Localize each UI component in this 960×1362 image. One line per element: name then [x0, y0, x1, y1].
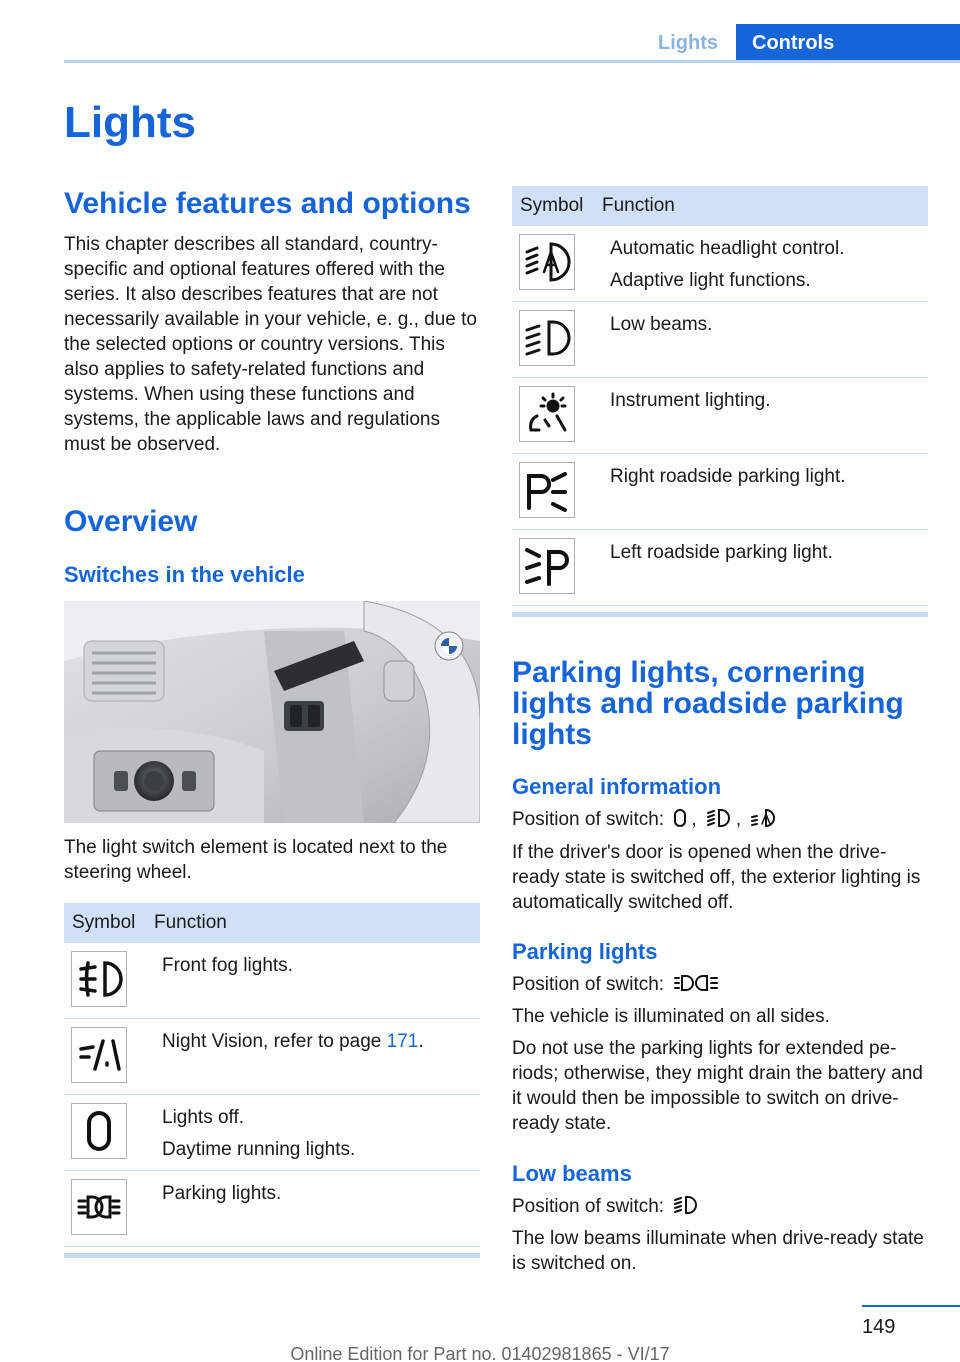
right-roadside-parking-icon [519, 462, 575, 518]
parking-lights-icon [71, 1179, 127, 1235]
table-row [64, 943, 480, 1019]
instrument-lighting-icon [519, 386, 575, 442]
page-number: 149 [862, 1316, 896, 1338]
row-function-text: Lights off. [162, 1107, 245, 1128]
vehicle-features-heading: Vehicle features and options [64, 187, 471, 220]
left-symbol-table [64, 903, 480, 1258]
table-header [512, 186, 928, 226]
general-information-text: If the driver's door is opened when the drive-ready state is switched off, the exterior lighting is automatically switched off. [512, 842, 921, 913]
header-tab-lights[interactable]: Lights [658, 31, 718, 54]
row-function-text: Daytime running lights. [162, 1139, 356, 1160]
parking-lights-text-1: The vehicle is illuminated on all sides. [512, 1006, 830, 1027]
parking-lights-heading: Parking lights [512, 939, 658, 964]
general-information-heading: General information [512, 774, 722, 799]
table-row [512, 302, 928, 378]
front-fog-lights-icon [71, 951, 127, 1007]
right-symbol-table [512, 186, 928, 617]
row-function-text: Front fog lights. [162, 955, 293, 976]
row-function-text: Right roadside parking light. [610, 466, 846, 487]
low-beams-switch-position: Position of switch: [512, 1194, 928, 1222]
edition-footer: Online Edition for Part no. 01402981865 - VI/17 [290, 1344, 670, 1362]
row-function-text: Night Vision, refer to page 171. [162, 1031, 424, 1052]
row-function-text: Low beams. [610, 314, 713, 335]
switches-heading: Switches in the vehicle [64, 562, 305, 587]
low-beams-icon [673, 1195, 699, 1222]
table-row [512, 454, 928, 530]
header-rule [64, 60, 960, 63]
vehicle-features-text: This chapter describes all standard, country-specific and optional features offered with the series. It also describes features that are not necessarily available in your vehicle, e. g., due to the selected options or country versions. This also applies to safety-related functions and systems. When using these functions and systems, the applicable laws and regulations must be observed. [64, 234, 477, 455]
overview-heading: Overview [64, 505, 198, 538]
automatic-headlight-icon [750, 808, 776, 835]
header-function: Function [154, 912, 227, 933]
row-function-text: Automatic headlight control. [610, 238, 845, 259]
header-symbol: Symbol [520, 195, 584, 216]
row-function-text: Adaptive light functions. [610, 270, 811, 291]
row-function-text: Parking lights. [162, 1183, 282, 1204]
table-end-rule [512, 612, 928, 617]
table-header [64, 903, 480, 943]
table-row [64, 1019, 480, 1095]
page-171-link[interactable]: 171 [386, 1031, 419, 1052]
night-vision-icon [71, 1027, 127, 1083]
low-beams-heading: Low beams [512, 1161, 632, 1186]
table-end-rule [64, 1253, 480, 1258]
parking-switch-position: Position of switch: [512, 972, 928, 1000]
general-switch-position: Position of switch: , , [512, 807, 928, 835]
header-symbol: Symbol [72, 912, 136, 933]
low-beams-icon [706, 808, 732, 835]
page-title: Lights [64, 98, 196, 147]
photo-caption: The light switch element is located next to the steering wheel. [64, 837, 448, 883]
row-function-text: Instrument lighting. [610, 390, 771, 411]
left-roadside-parking-icon [519, 538, 575, 594]
automatic-headlight-icon [519, 234, 575, 290]
table-row [64, 1171, 480, 1247]
low-beams-text: The low beams illuminate when drive-ready state is switched on. [512, 1228, 924, 1274]
footer-rule [862, 1305, 960, 1307]
table-row [512, 226, 928, 302]
parking-lights-icon [673, 973, 721, 1000]
table-row [64, 1095, 480, 1171]
parking-lights-section-heading: Parking lights, cornering lights and roadside parking lights [512, 656, 904, 751]
lights-off-icon [673, 808, 687, 835]
light-switch-photo [64, 601, 480, 823]
parking-lights-text-2: Do not use the parking lights for extended pe-riods; otherwise, they might drain the battery and it would then be impossible to switch on drive-ready state. [512, 1038, 923, 1134]
table-row [512, 378, 928, 454]
lights-off-icon [71, 1103, 127, 1159]
low-beams-icon [519, 310, 575, 366]
header-function: Function [602, 195, 675, 216]
row-function-text: Left roadside parking light. [610, 542, 833, 563]
header-tab-controls[interactable]: Controls [736, 24, 960, 62]
table-row [512, 530, 928, 606]
